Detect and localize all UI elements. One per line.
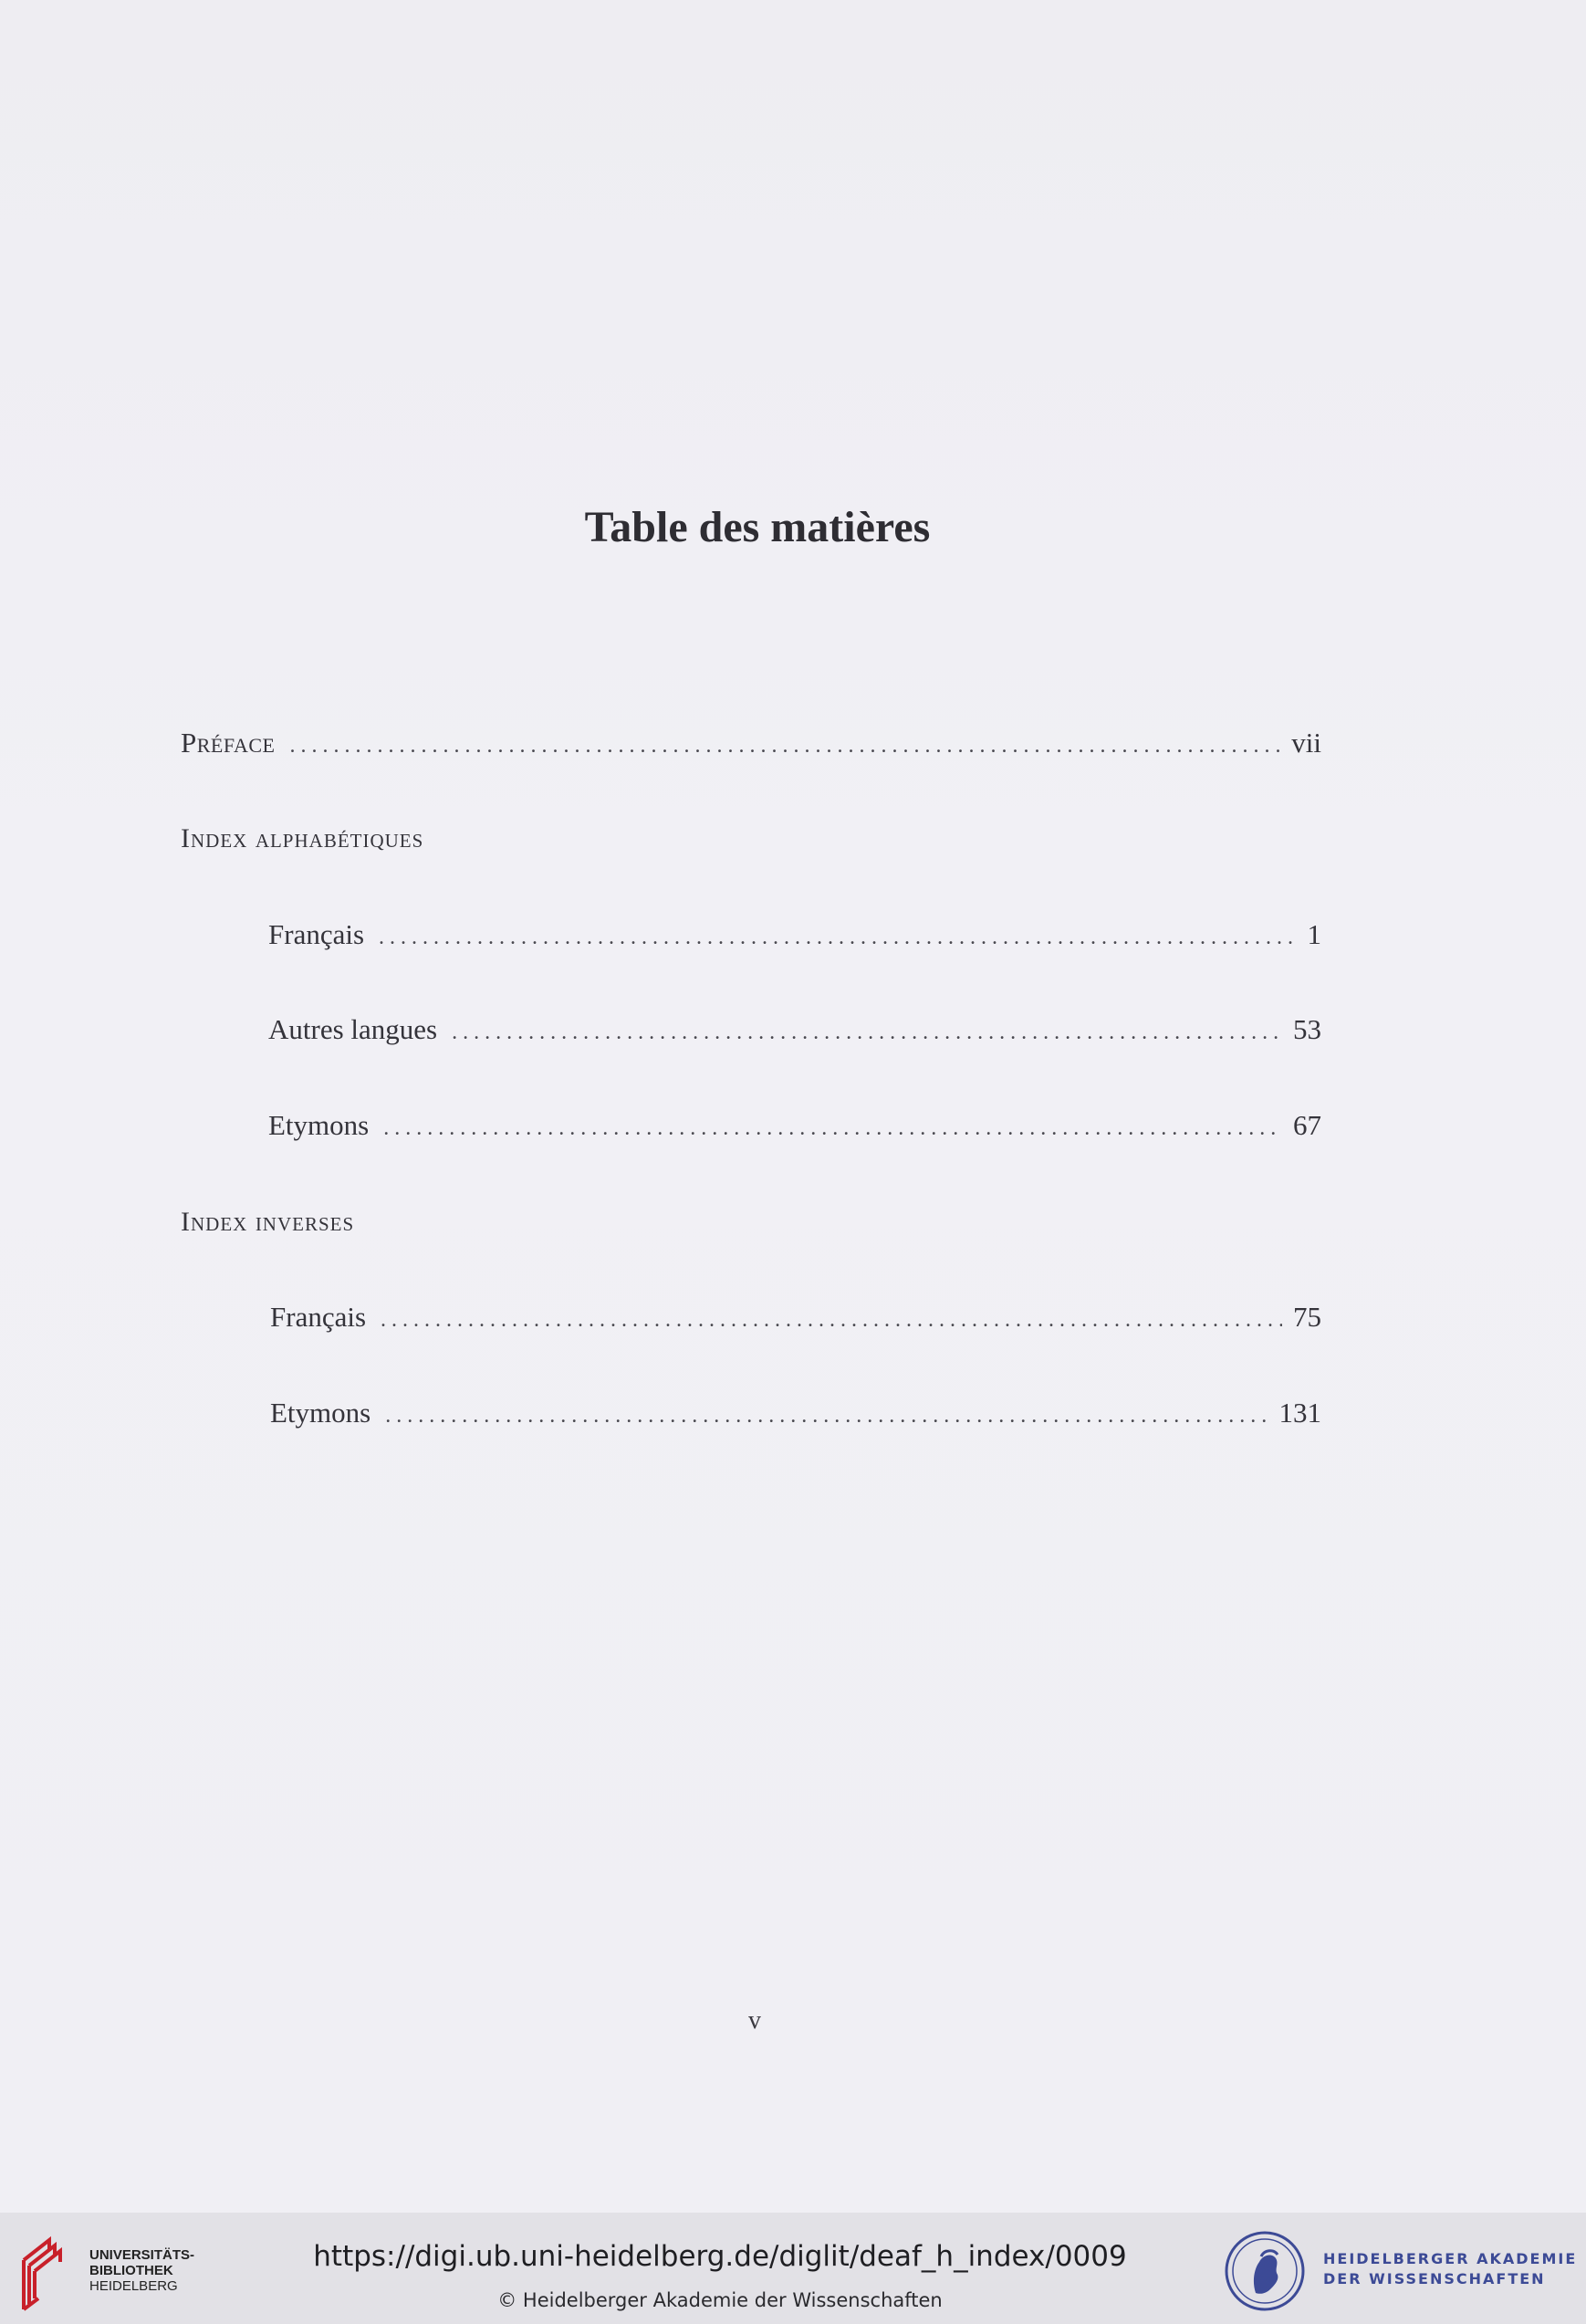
toc-entry-label: Autres langues — [268, 1013, 438, 1045]
academy-seal-logo-icon[interactable] — [1223, 2229, 1307, 2313]
dot-leader — [385, 1404, 1268, 1429]
toc-entry-label: Etymons — [268, 1109, 370, 1141]
dot-leader — [452, 1021, 1282, 1045]
toc-entry-inverse-francais — [270, 1301, 1321, 1334]
toc-entry-label: Etymons — [270, 1397, 371, 1429]
toc-entry-page: 1 — [1307, 918, 1321, 950]
dot-leader — [381, 1308, 1282, 1333]
dot-leader — [379, 926, 1296, 950]
dot-leader — [383, 1116, 1282, 1141]
toc-entry-alpha-autres-langues — [268, 1013, 1321, 1046]
toc-section-alphabetical: Index alphabétiques — [181, 823, 424, 853]
toc-entry-preface — [181, 727, 1321, 759]
toc-entry-page: vii — [1291, 727, 1321, 759]
toc-entry-inverse-etymons — [270, 1397, 1321, 1429]
page-title: Table des matières — [584, 503, 931, 551]
toc-entry-page: 67 — [1293, 1109, 1321, 1141]
toc-entry-label: Préface — [181, 727, 276, 759]
ub-name-line3: HEIDELBERG — [89, 2278, 178, 2294]
academy-name — [1323, 2249, 1577, 2289]
source-url-link[interactable]: https://digi.ub.uni-heidelberg.de/diglit/deaf_h_index/0009 — [313, 2240, 1127, 2273]
toc-entry-label: Français — [270, 1301, 367, 1333]
ub-name-line2: BIBLIOTHEK — [89, 2263, 173, 2278]
toc-entry-page: 75 — [1293, 1301, 1321, 1333]
copyright-notice: © Heidelberger Akademie der Wissenschaften — [497, 2289, 943, 2311]
toc-entry-alpha-etymons — [268, 1109, 1321, 1142]
toc-entry-page: 53 — [1293, 1013, 1321, 1045]
footer-bar — [0, 2213, 1586, 2324]
dot-leader — [289, 734, 1280, 759]
ub-name-line1: UNIVERSITÄTS- — [89, 2247, 195, 2263]
toc-entry-label: Français — [268, 918, 365, 950]
toc-entry-alpha-francais — [268, 918, 1321, 951]
academy-name-line1: HEIDELBERGER AKADEMIE — [1323, 2250, 1578, 2267]
toc-entry-page: 131 — [1278, 1397, 1321, 1429]
academy-name-line2: DER WISSENSCHAFTEN — [1323, 2270, 1546, 2287]
toc-section-inverse: Index inverses — [181, 1207, 355, 1237]
page-number: v — [748, 2006, 761, 2035]
